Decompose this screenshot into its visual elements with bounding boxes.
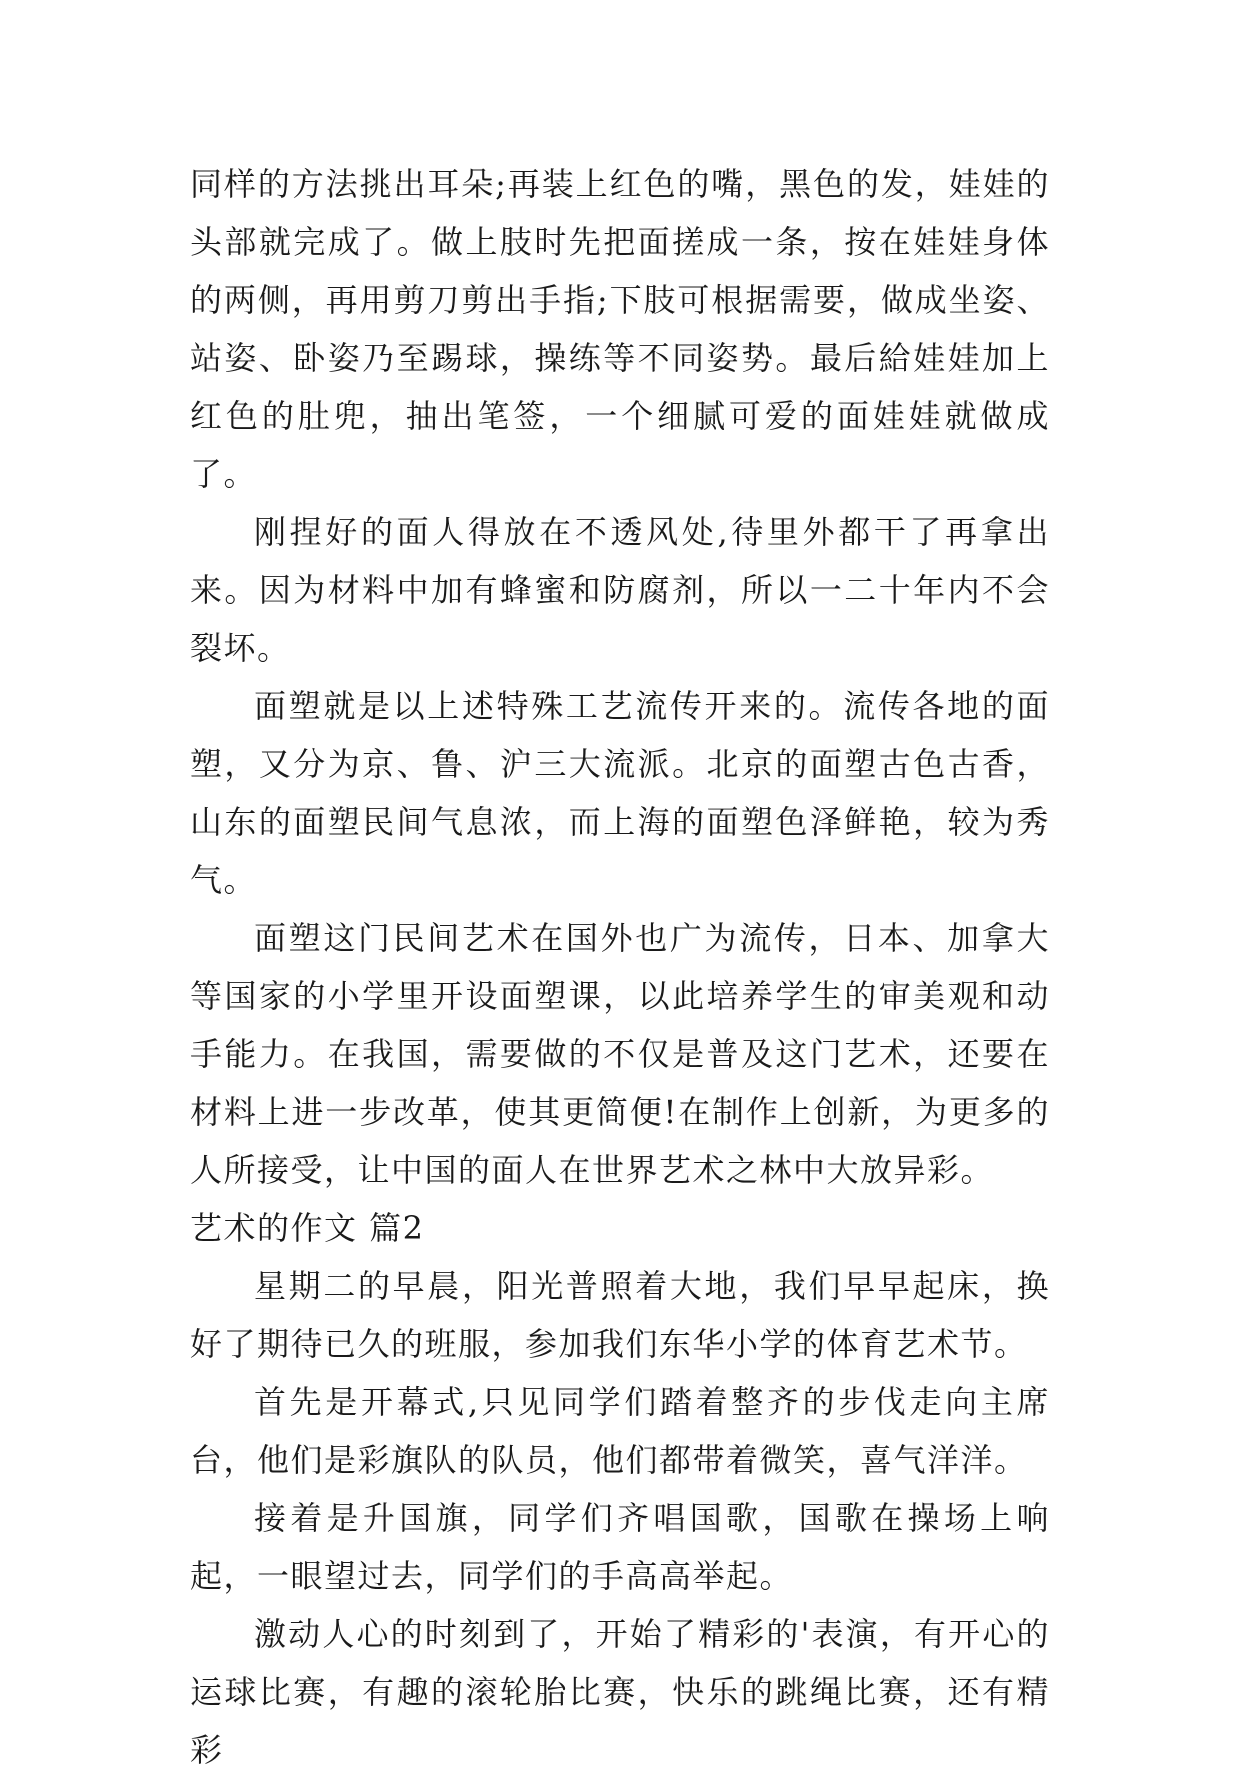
paragraph: 面塑这门民间艺术在国外也广为流传，日本、加拿大等国家的小学里开设面塑课，以此培养学生的审美观和动手能力。在我国，需要做的不仅是普及这门艺术，还要在材料上进一步改革，使其更简便!在制作上创新，为更多的人所接受，让中国的面人在世界艺术之林中大放异彩。 — [190, 919, 1050, 1189]
section-heading: 艺术的作文 篇2 — [190, 1209, 425, 1247]
paragraph: 面塑就是以上述特殊工艺流传开来的。流传各地的面塑，又分为京、鲁、沪三大流派。北京的面塑古色古香，山东的面塑民间气息浓，而上海的面塑色泽鲜艳，较为秀气。 — [190, 687, 1050, 899]
paragraph-continuation: 同样的方法挑出耳朵;再装上红色的嘴，黑色的发，娃娃的头部就完成了。做上肢时先把面搓成一条，按在娃娃身体的两侧，再用剪刀剪出手指;下肢可根据需要，做成坐姿、站姿、卧姿乃至踢球，操练等不同姿势。最后給娃娃加上红色的肚兜，抽出笔签，一个细腻可爱的面娃娃就做成了。 — [190, 165, 1050, 493]
paragraph: 刚捏好的面人得放在不透风处,待里外都干了再拿出来。因为材料中加有蜂蜜和防腐剂，所以一二十年内不会裂坏。 — [190, 513, 1050, 667]
paragraph: 激动人心的时刻到了，开始了精彩的'表演，有开心的运球比赛，有趣的滚轮胎比赛，快乐的跳绳比赛，还有精彩 — [190, 1615, 1050, 1769]
paragraph: 星期二的早晨，阳光普照着大地，我们早早起床，换好了期待已久的班服，参加我们东华小学的体育艺术节。 — [190, 1267, 1050, 1363]
paragraph: 首先是开幕式,只见同学们踏着整齐的步伐走向主席台，他们是彩旗队的队员，他们都带着微笑，喜气洋洋。 — [190, 1383, 1050, 1479]
document-body — [190, 155, 1050, 1779]
paragraph: 接着是升国旗，同学们齐唱国歌，国歌在操场上响起，一眼望过去，同学们的手高高举起。 — [190, 1499, 1050, 1595]
